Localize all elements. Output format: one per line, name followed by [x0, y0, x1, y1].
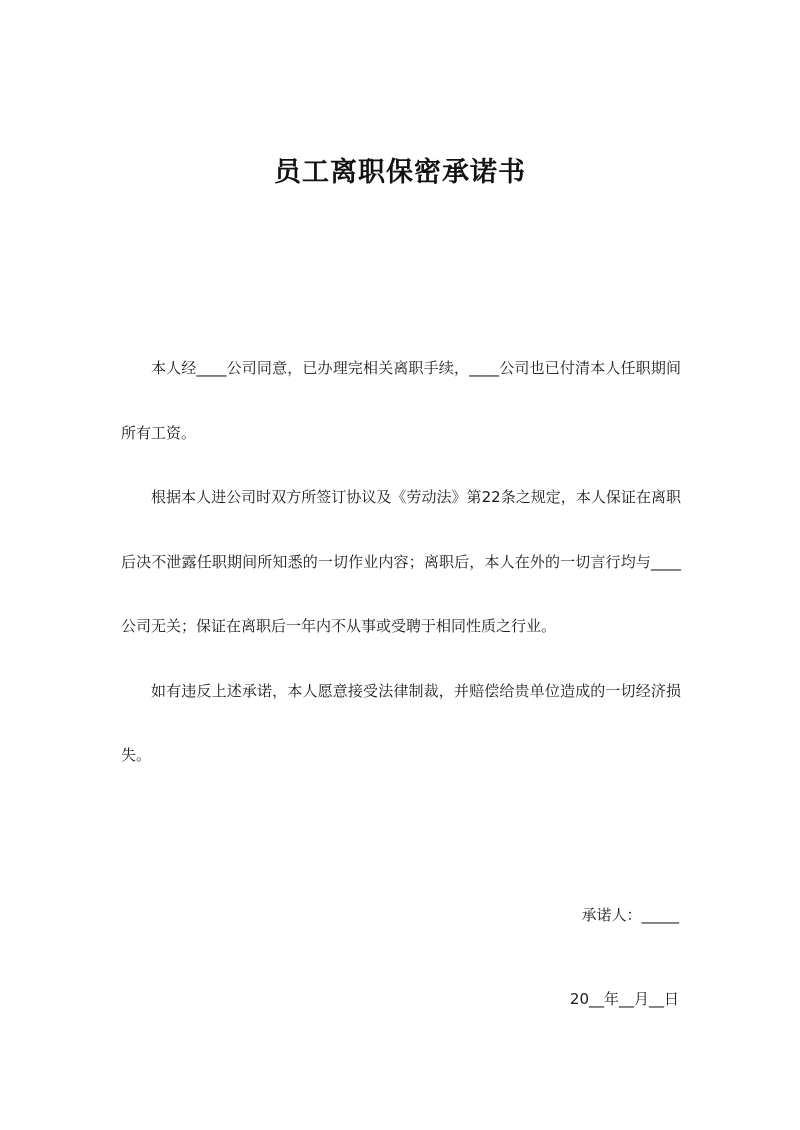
date-line: 20__年__月__日	[569, 990, 679, 1008]
document-title: 员工离职保密承诺书	[274, 157, 526, 188]
paragraph-confidentiality: 根据本人进公司时双方所签订协议及《劳动法》第22条之规定，本人保证在离职后决不泄露任职期间所知悉的一切作业内容；离职后，本人在外的一切言行均与____公司无关；保证在离职后一年内不从事或受聘于相同性质之行业。	[121, 488, 681, 635]
paragraph-consent: 本人经____公司同意，已办理完相关离职手续，____公司也已付清本人任职期间所有工资。	[121, 359, 681, 442]
signer-line: 承诺人：_____	[581, 906, 679, 924]
document-body	[121, 336, 681, 788]
paragraph-liability: 如有违反上述承诺，本人愿意接受法律制裁，并赔偿给贵单位造成的一切经济损失。	[121, 681, 681, 764]
